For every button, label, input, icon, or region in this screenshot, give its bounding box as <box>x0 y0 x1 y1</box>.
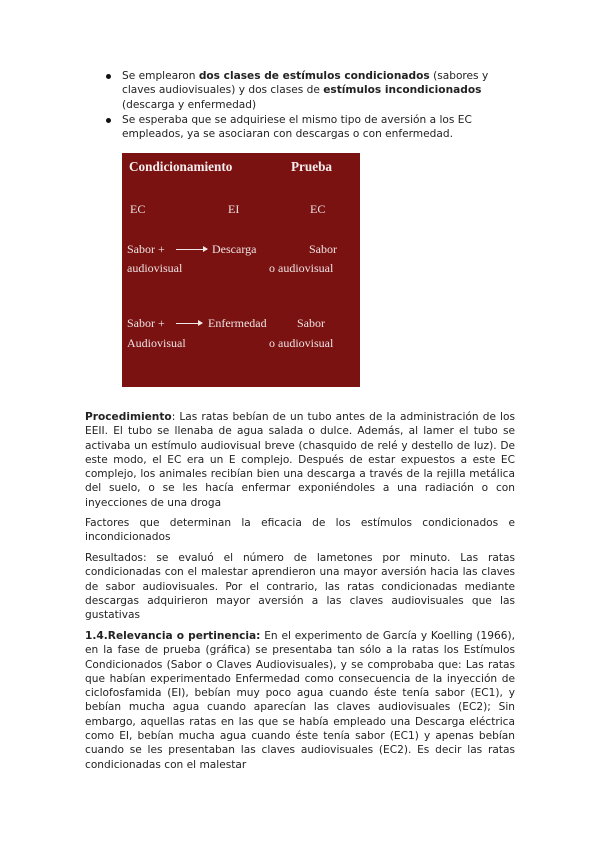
diagram-col-ec-test: EC <box>310 202 326 216</box>
diagram-row1-left-b: audiovisual <box>127 261 183 275</box>
procedimiento-body: : Las ratas bebían de un tubo antes de la administración de los EEII. El tubo se llenaba de agua salada o dulce. Además, al lamer el tubo se activaba un estímulo audiovisual breve (chasquido de relé y destello de luz). De este modo, el EC era un E complejo. Después de estar expuestos a este EC complejo, los animales recibían bien una descarga a través de la rejilla metálica del suelo, o se les hacía enfermar exponiéndoles a una radiación o con inyecciones de una droga <box>85 411 515 509</box>
procedimiento-paragraph <box>85 410 515 510</box>
bullet-text-pre: Se emplearon <box>122 70 199 82</box>
relevancia-body: En el experimento de García y Koelling (1966), en la fase de prueba (gráfica) se presentaba tan sólo a la ratas los Estímulos Condicionados (Sabor o Claves Audiovisuales), y se comprobaba que: Las ratas que habían experimentado Enfermedad como consecuencia de la inyección de ciclofosfamida (EI), bebían muy poco agua cuando éste tenía sabor (EC1), y bebían mucha agua cuando aparecían las claves audiovisuales (EC2); Sin embargo, aquellas ratas en las que se había empleado una Descarga eléctrica como EI, bebían mucha agua cuando éste tenía sabor (EC1) y apenas bebían cuando se les presentaban las claves audiovisuales (EC2). Es decir las ratas condicionadas con el malestar <box>85 630 515 771</box>
factores-paragraph: Factores que determinan la eficacia de los estímulos condicionados e incondicionados <box>85 517 515 544</box>
arrow-icon <box>176 323 202 324</box>
procedimiento-heading: Procedimiento <box>85 411 172 423</box>
bullet-item <box>104 113 516 142</box>
diagram-row1-mid: Descarga <box>212 242 257 256</box>
diagram-header-prueba: Prueba <box>291 159 333 174</box>
bullet-icon <box>106 74 111 79</box>
diagram-row2-right-b: o audiovisual <box>269 336 334 350</box>
bullet-list <box>104 69 516 142</box>
relevancia-heading: 1.4.Relevancia o pertinencia: <box>85 630 261 642</box>
bullet-text-mid: (sabores y claves audiovisuales) y dos clases de <box>122 70 489 97</box>
diagram-row2-left-a: Sabor + <box>127 316 165 330</box>
bullet-text-post: (descarga y enfermedad) <box>122 98 257 111</box>
diagram-row1-right-a: Sabor <box>309 242 337 256</box>
diagram-row2-mid: Enfermedad <box>208 316 267 330</box>
diagram-col-ei: EI <box>228 202 240 216</box>
diagram-row1-left-a: Sabor + <box>127 242 165 256</box>
resultados-paragraph: Resultados: se evaluó el número de lametones por minuto. Las ratas condicionadas con el malestar aprendieron una mayor aversión hacia las claves de sabor audiovisuales. Por el contrario, las ratas condicionadas mediante descargas adquirieron mayor aversión a las claves audiovisuales que las gustativas <box>85 552 515 622</box>
bullet-item <box>104 69 516 112</box>
bullet-icon <box>106 118 111 123</box>
diagram-col-ec: EC <box>130 202 146 216</box>
arrow-icon <box>176 249 207 250</box>
bullet-bold-ec: dos clases de estímulos condicionados <box>198 70 430 82</box>
bullet-bold-ei: estímulos incondicionados <box>323 84 482 97</box>
diagram-row2-left-b: Audiovisual <box>127 336 186 350</box>
relevancia-paragraph <box>85 629 515 772</box>
diagram-header-condicionamiento: Condicionamiento <box>129 159 233 174</box>
diagram-row1-right-b: o audiovisual <box>269 261 334 275</box>
diagram-row2-right-a: Sabor <box>297 316 325 330</box>
experiment-diagram <box>122 153 360 387</box>
bullet-text: Se esperaba que se adquiriese el mismo tipo de aversión a los EC empleados, ya se asociaran con descargas o con enfermedad. <box>122 113 472 141</box>
